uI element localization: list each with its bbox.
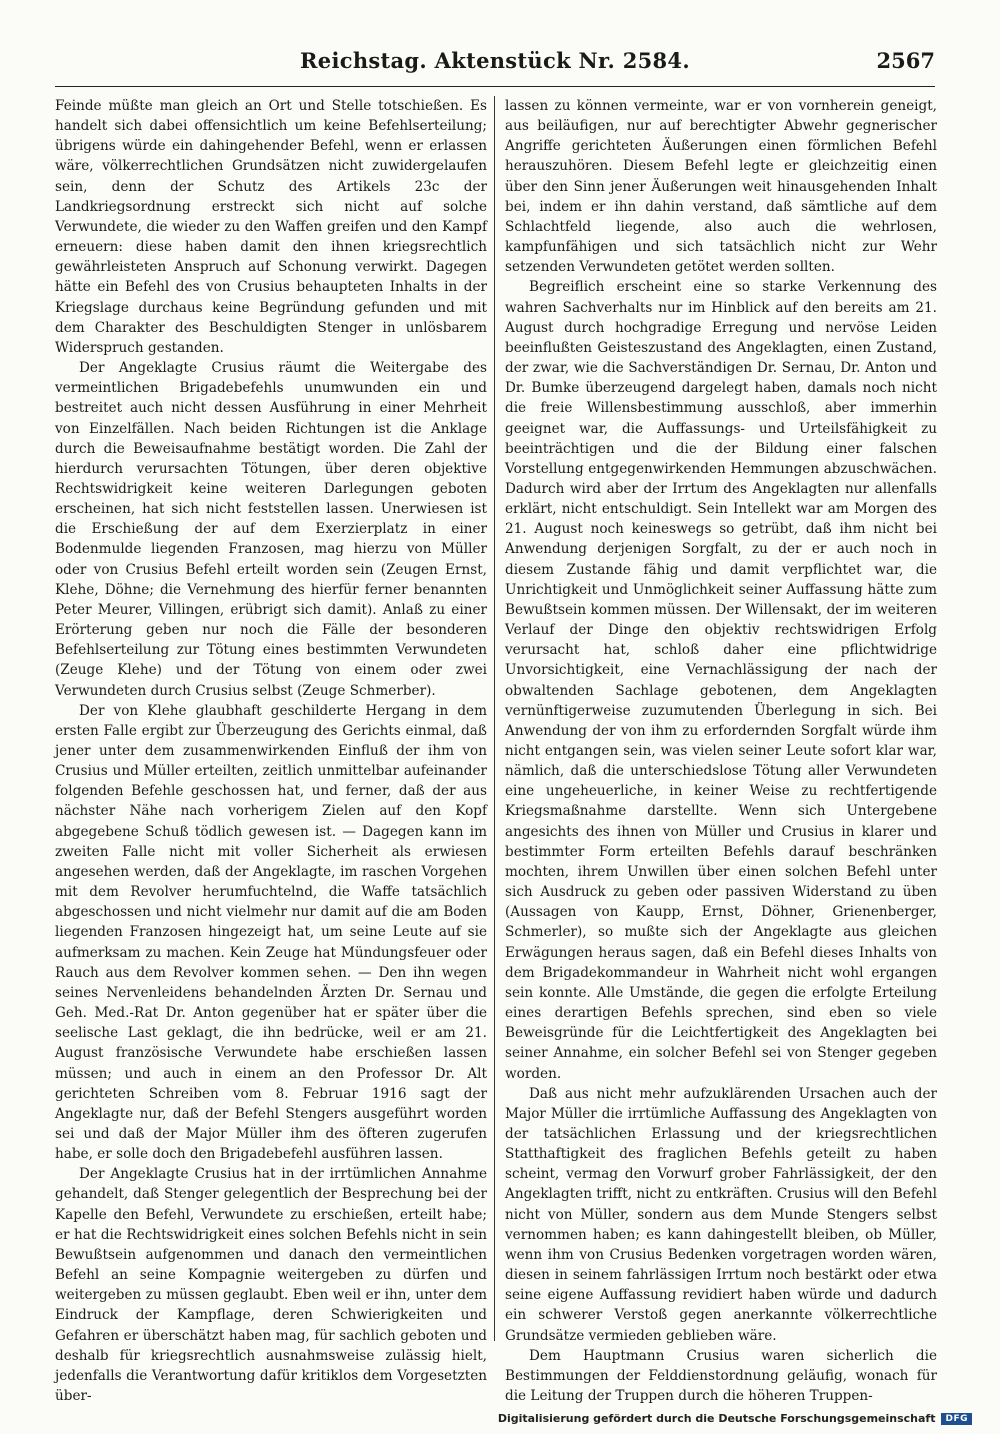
header-rule [55,86,935,87]
paragraph: lassen zu können vermeinte, war er von vornherein geneigt, aus beiläufigen, nur auf berechtigter Abwehr gegnerischer Angriffe gerichteten Äußerungen einen förmlichen Befehl herauszuhören. Diesem Befehl legte er gleichzeitig einen über den Sinn jener Äußerungen weit hinausgehenden Inhalt bei, indem er ihn dahin verstand, daß sämtliche auf dem Schlachtfeld liegende, also auch die wehrlosen, kampfunfähigen und sich tatsächlich nicht zur Wehr setzenden Verwundeten getötet werden sollten. [505,98,937,276]
paragraph: Der Angeklagte Crusius hat in der irrtümlichen Annahme gehandelt, daß Stenger gelegentlich der Besprechung bei der Kapelle den Befehl, Verwundete zu erschießen, erteilt habe; er hat die Rechtswidrigkeit eines solchen Befehls nicht in sein Bewußtsein aufgenommen und danach den vermeintlichen Befehl an seine Kompagnie weitergeben zu dürfen und weitergeben zu müssen geglaubt. Eben weil er ihn, unter dem Eindruck der Kampflage, deren Schwierigkeiten und Gefahren er überschätzt haben mag, für sachlich geboten und deshalb für kriegsrechtlich ausnahmsweise zulässig hielt, jedenfalls die Verantwortung dafür kritiklos dem Vorgesetzten über- [55,1166,487,1404]
paragraph: Der von Klehe glaubhaft geschilderte Hergang in dem ersten Falle ergibt zur Überzeugung des Gerichts einmal, daß jener unter dem zusammenwirkenden Einfluß der ihm von Crusius und Müller erteilten, zeitlich unmittelbar aufeinander folgenden Befehle geschossen hat, und ferner, daß der aus nächster Nähe nach vorherigem Zielen auf den Kopf abgegebene Schuß tödlich gewesen ist. — Dagegen kann im zweiten Falle nicht mit voller Sicherheit als erwiesen angesehen werden, daß der Angeklagte, im raschen Vorgehen mit dem Revolver herumfuchtelnd, die Waffe tatsächlich abgeschossen und nicht vielmehr nur damit auf die am Boden liegenden Franzosen hingezeigt hat, um seine Leute auf sie aufmerksam zu machen. Kein Zeuge hat Mündungsfeuer oder Rauch aus dem Revolver kommen sehen. — Den ihn wegen seines Nervenleidens behandelnden Ärzten Dr. Sernau und Geh. Med.-Rat Dr. Anton gegenüber hat er später über die seelische Last geklagt, die ihn bedrücke, weil er am 21. August französische Verwundete habe erschießen lassen müssen; und auch in einem an den Professor Dr. Alt gerichteten Schreiben vom 8. Februar 1916 sagt der Angeklagte nur, daß der Befehl Stengers ausgeführt worden sei und daß der Major Müller ihm des öfteren zugerufen habe, er solle doch den Brigadebefehl ausführen lassen. [55,702,487,1163]
page-number: 2567 [876,48,935,73]
running-title: Reichstag. Aktenstück Nr. 2584. [300,48,690,73]
paragraph: Dem Hauptmann Crusius waren sicherlich die Bestimmungen der Felddienstordnung geläufig, wonach für die Leitung der Truppen durch die höheren Truppen- [505,1347,937,1404]
dfg-logo: DFG [941,1413,972,1425]
column-divider [494,96,495,1341]
credit-text: Digitalisierung gefördert durch die Deutsche Forschungsgemeinschaft [497,1412,936,1425]
digitization-credit [498,1412,972,1425]
right-column [505,96,937,1406]
left-column [55,96,487,1406]
paragraph: Daß aus nicht mehr aufzuklärenden Ursachen auch der Major Müller die irrtümliche Auffassung des Angeklagten von der tatsächlichen Erlassung und der kriegsrechtlichen Statthaftigkeit des fraglichen Befehls geteilt zu haben scheint, vermag den Vorwurf grober Fahrlässigkeit, der den Angeklagten trifft, nicht zu entkräften. Crusius will den Befehl nicht von Müller, sondern aus dem Munde Stengers selbst vernommen haben; es kann dahingestellt bleiben, ob Müller, wenn ihm von Crusius Bedenken vorgetragen worden wären, diesen in seinem fahrlässigen Irrtum noch bestärkt oder etwa seine eigene Auffassung revidiert haben würde und dadurch ein schwerer Verstoß gegen anerkannte völkerrechtliche Grundsätze vermieden geblieben wäre. [505,1085,937,1344]
paragraph: Der Angeklagte Crusius räumt die Weitergabe des vermeintlichen Brigadebefehls unumwunden ein und bestreitet auch nicht dessen Ausführung in einer Mehrheit von Einzelfällen. Nach beiden Richtungen ist die Anklage durch die Beweisaufnahme bestätigt worden. Die Zahl der hierdurch verursachten Tötungen, über deren objektive Rechtswidrigkeit keine weiteren Darlegungen geboten erscheinen, hat sich nicht feststellen lassen. Unerwiesen ist die Erschießung der auf dem Exerzierplatz in einer Bodenmulde liegenden Franzosen, mag hierzu von Müller oder von Crusius Befehl erteilt worden sein (Zeugen Ernst, Klehe, Döhne; die Vernehmung des hierfür ferner benannten Peter Meurer, Villingen, erübrigt sich damit). Anlaß zu einer Erörterung geben nur noch die Fälle der besonderen Befehlserteilung zur Tötung eines bestimmten Verwundeten (Zeuge Klehe) und der Tötung von einem oder zwei Verwundeten durch Crusius selbst (Zeuge Schmerber). [55,360,487,699]
page-header [55,48,935,84]
paragraph: Begreiflich erscheint eine so starke Verkennung des wahren Sachverhalts nur im Hinblick auf den bereits am 21. August durch hochgradige Erregung und nervöse Leiden beeinflußten Geisteszustand des Angeklagten, einen Zustand, der zwar, wie die Sachverständigen Dr. Sernau, Dr. Anton und Dr. Bumke überzeugend dargelegt haben, damals noch nicht die freie Willensbestimmung ausschloß, aber immerhin geeignet war, die Auffassungs- und Urteilsfähigkeit zu beeinträchtigen und die der Bildung einer falschen Vorstellung entgegenwirkenden Hemmungen abzuschwächen. Dadurch wird aber der Irrtum des Angeklagten nur allenfalls erklärt, nicht entschuldigt. Sein Intellekt war am Morgen des 21. August noch keineswegs so getrübt, daß ihm nicht bei Anwendung derjenigen Sorgfalt, zu der er auch noch in diesem Zustande fähig und damit verpflichtet war, die Unrichtigkeit und Unmöglichkeit seiner Auffassung hätte zum Bewußtsein kommen müssen. Der Willensakt, der im weiteren Verlauf der Dinge den objektiv rechtswidrigen Erfolg verursacht hat, schloß daher eine pflichtwidrige Unvorsichtigkeit, eine Vernachlässigung der nach der obwaltenden Sachlage gebotenen, dem Angeklagten vernünftigerweise zuzumutenden Überlegung in sich. Bei Anwendung der von ihm zu erfordernden Sorgfalt würde ihm nicht entgangen sein, was vielen seiner Leute sofort klar war, nämlich, daß die unterschiedslose Tötung aller Verwundeten eine ungeheuerliche, in keiner Weise zu rechtfertigende Kriegsmaßnahme darstellte. Wenn sich Untergebene angesichts des ihnen von Müller und Crusius in klarer und bestimmter Form erteilten Befehls darauf beschränken mochten, ihrem Unwillen über einen solchen Befehl unter sich Ausdruck zu geben oder passiven Widerstand zu üben (Aussagen von Kaupp, Ernst, Döhner, Grienenberger, Schmerler), so mußte sich der Angeklagte aus gleichen Erwägungen heraus sagen, daß ein Befehl dieses Inhalts von dem Brigadekommandeur in Wahrheit nicht wohl ergangen sein konnte. Alle Umstände, die gegen die erfolgte Erteilung eines derartigen Befehls sprechen, sind eben so viele Beweisgründe für die Leichtfertigkeit des Angeklagten bei seiner Annahme, ein solcher Befehl sei von Stenger gegeben worden. [505,279,937,1082]
paragraph: Feinde müßte man gleich an Ort und Stelle totschießen. Es handelt sich dabei offensichtlich um keine Befehlserteilung; übrigens würde ein dahingehender Befehl, wenn er erlassen wäre, völkerrechtlichen Grundsätzen nicht zuwidergelaufen sein, denn der Schutz des Artikels 23c der Landkriegsordnung erstreckt sich nicht auf solche Verwundete, die wieder zu den Waffen greifen und den Kampf erneuern: diese haben damit den ihnen kriegsrechtlich gewährleisteten Anspruch auf Schonung verwirkt. Dagegen hätte ein Befehl des von Crusius behaupteten Inhalts in der Kriegslage durchaus keine Begründung gefunden und mit dem Charakter des Beschuldigten Stenger in unlösbarem Widerspruch gestanden. [55,98,487,356]
